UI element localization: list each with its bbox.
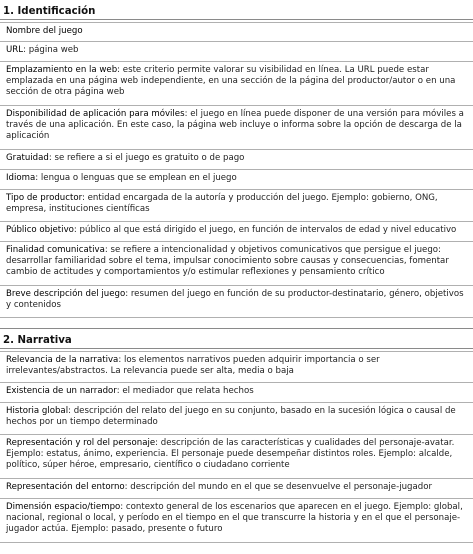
criterion-row [0,62,473,106]
criterion-description: : descripción de las características y cualidades del personaje-avatar. Ejemplo: estatus, ánimo, experiencia. El personaje puede desempeñar distintos roles. Ejemplo: alcalde, político, súper héroe, empresario, científico o ciudadano corriente [6,438,455,470]
criterion-row [0,403,473,435]
criterion-description: : se refiere a si el juego es gratuito o de pago [48,153,245,163]
criterion-row [0,170,473,190]
criterion-row [0,435,473,479]
criterion-row [0,150,473,170]
criterion-description: : descripción del mundo en el que se desenvuelve el personaje-jugador [124,482,432,492]
criterion-term: Dimensión espacio/tiempo [6,502,121,512]
criterion-description: : descripción del relato del juego en su conjunto, basado en la sucesión lógica o causal de hechos por un tiempo determinado [6,406,456,427]
criterion-row [0,286,473,318]
criterion-row [0,106,473,150]
criterion-description: : el mediador que relata hechos [116,386,254,396]
criterion-term: Existencia de un narrador [6,386,117,396]
criterion-row [0,242,473,286]
criterion-term: Representación del entorno [6,482,125,492]
criterion-description: : contexto general de los escenarios que aparecen en el juego. Ejemplo: global, nacional, regional o local, y período en el tiempo en el que transcurre la historia y en el que el personaje-jugador actúa. Ejemplo: pasado, presente o futuro [6,502,463,534]
criterion-description: : este criterio permite valorar su visibilidad en línea. La URL puede estar emplazada en una página web independiente, en una sección de la página del productor/autor o en una sección de otra página web [6,65,456,97]
criterion-description: : página web [23,45,79,55]
criterion-row [0,383,473,403]
criterion-row [0,42,473,62]
criterion-term: Nombre del juego [6,26,83,36]
criterion-description: : resumen del juego en función de su productor-destinatario, género, objetivos y contenidos [6,289,464,310]
criterion-description: : se refiere a intencionalidad y objetivos comunicativos que persigue el juego: desarrollar familiaridad sobre el tema, impulsar conocimiento sobre causas y consecuencias, fomentar cambio de actitudes y comportamientos y/o estimular reflexiones y pensamiento crítico [6,245,449,277]
criterion-description: : el juego en línea puede disponer de una versión para móviles a través de una aplicación. En este caso, la página web incluye o informa sobre la opción de descarga de la aplicación [6,109,464,141]
section-divider [0,318,473,329]
criterion-term: Público objetivo [6,225,74,235]
criterion-term: Emplazamiento en la web [6,65,118,75]
criterion-row [0,22,473,42]
criterion-description: : público al que está dirigido el juego, en función de intervalos de edad y nivel educativo [73,225,457,235]
criterion-description: : entidad encargada de la autoría y producción del juego. Ejemplo: gobierno, ONG, empresa, instituciones científicas [6,193,438,214]
section-title-narrativa: 2. Narrativa [0,329,473,349]
criterion-row [0,479,473,499]
criterion-term: Tipo de productor [6,193,82,203]
criterion-term: Disponibilidad de aplicación para móviles [6,109,185,119]
criterion-description: : los elementos narrativos pueden adquirir importancia o ser irrelevantes/abstractos. La relevancia puede ser alta, media o baja [6,355,380,376]
criterion-term: Breve descripción del juego [6,289,126,299]
criterion-description: : lengua o lenguas que se emplean en el juego [35,173,237,183]
criterion-term: Historia global [6,406,69,416]
criterion-term: Idioma [6,173,36,183]
criterion-row [0,351,473,383]
criterion-term: URL [6,45,24,55]
section-title-identificacion: 1. Identificación [0,0,473,20]
criterion-row [0,222,473,242]
criterion-term: Gratuidad [6,153,49,163]
criterion-term: Relevancia de la narrativa [6,355,119,365]
criterion-row [0,499,473,543]
criterion-term: Representación y rol del personaje [6,438,156,448]
criterion-row [0,190,473,222]
criterion-term: Finalidad comunicativa [6,245,105,255]
